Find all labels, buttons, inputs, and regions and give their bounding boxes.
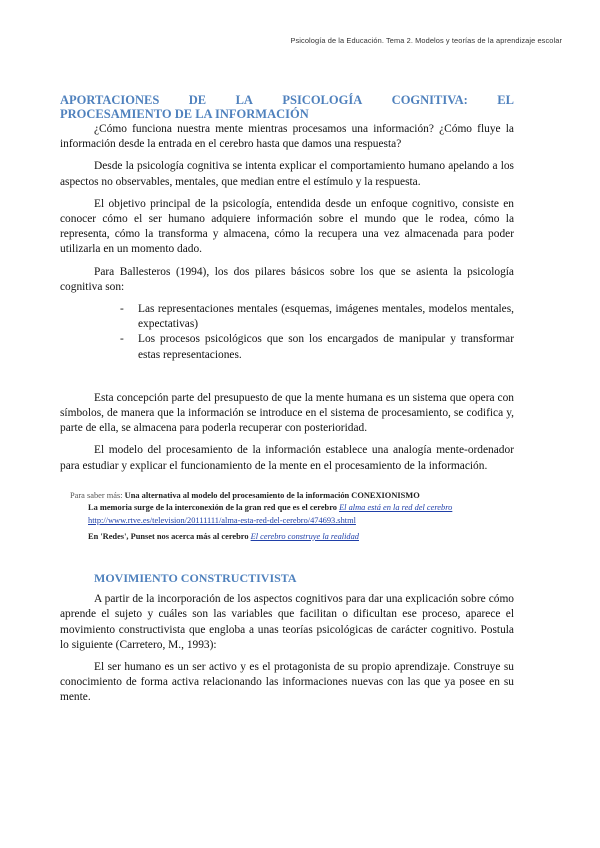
further-reading-line-redes — [70, 531, 514, 544]
paragraph-symbolic-system: Esta concepción parte del presupuesto de que la mente humana es un sistema que opera con símbolos, de manera que la información se introduce en el sistema de procesamiento, se codifica y, parte de ella, se almacena para poderla recuperar con posterioridad. — [60, 391, 514, 435]
heading-word: EL — [497, 93, 514, 107]
further-reading-line-memory — [70, 502, 514, 515]
heading-word: DE — [188, 93, 207, 107]
further-reading-label: Para saber más: — [70, 490, 123, 500]
document-body — [60, 93, 514, 713]
heading-word: COGNITIVA: — [391, 93, 468, 107]
section-heading-constructivista: MOVIMIENTO CONSTRUCTIVISTA — [94, 571, 297, 586]
further-reading-title: Una alternativa al modelo del procesamiento de la información CONEXIONISMO — [124, 490, 420, 500]
running-header: Psicología de la Educación. Tema 2. Modelos y teorías de la aprendizaje escolar — [290, 36, 562, 45]
paragraph-active-learner: El ser humano es un ser activo y es el protagonista de su propio aprendizaje. Construye su conocimiento de forma activa relacionando las informaciones nuevas con las que ya posee en su mente. — [60, 661, 514, 704]
heading-word: PSICOLOGÍA — [282, 93, 363, 107]
heading-line-1 — [60, 93, 514, 107]
paragraph-cognitive-psychology: Desde la psicología cognitiva se intenta explicar el comportamiento humano apelando a los aspectos no observables, mentales, que median entre el estímulo y la respuesta. — [60, 160, 514, 188]
cerebro-realidad-link[interactable]: El cerebro construye la realidad — [250, 531, 359, 541]
further-reading-box — [70, 490, 514, 543]
pillars-list — [60, 302, 514, 363]
memory-text: La memoria surge de la interconexión de la gran red que es el cerebro — [88, 503, 337, 513]
heading-line-2: PROCESAMIENTO DE LA INFORMACIÓN — [60, 107, 309, 121]
alma-red-link[interactable]: El alma está en la red del cerebro — [339, 503, 453, 513]
section-heading-cognitiva — [60, 93, 514, 121]
spacer — [60, 369, 514, 391]
heading-word: APORTACIONES — [60, 93, 160, 107]
redes-text: En 'Redes', Punset nos acerca más al cerebro — [88, 531, 249, 541]
paragraph-constructivism: A partir de la incorporación de los aspectos cognitivos para dar una explicación sobre cómo aprende el sujeto y cuáles son las variables que facilitan o dificultan ese proceso, aparece el movimiento constructivista que engloba a unas teorías psicológicas de carácter cognitivo. Postula lo siguiente (Carretero, M., 1993): — [60, 593, 514, 651]
paragraph-ballesteros: Para Ballesteros (1994), los dos pilares básicos sobre los que se asienta la psicología cognitiva son: — [60, 265, 514, 293]
paragraph-main-objective: El objetivo principal de la psicología, entendida desde un enfoque cognitivo, consiste en conocer cómo el ser humano adquiere información sobre el mundo que le rodea, cómo la representa, cómo la transforma y almacena, cómo la recupera una vez almacenada para poder utilizarla en un momento dado. — [60, 197, 514, 256]
paragraph-intro-question: ¿Cómo funciona nuestra mente mientras procesamos una información? ¿Cómo fluye la información desde la entrada en el cerebro hasta que damos una respuesta? — [60, 123, 514, 151]
further-reading-title-row — [70, 490, 514, 503]
rtve-url-link[interactable]: http://www.rtve.es/television/20111111/alma-esta-red-del-cerebro/474693.shtml — [88, 516, 356, 526]
heading-word: LA — [235, 93, 253, 107]
paragraph-mind-computer-analogy: El modelo del procesamiento de la información establece una analogía mente-ordenador para estudiar y explicar el funcionamiento de la mente en el procesamiento de la información. — [60, 444, 514, 472]
further-reading-url-row — [70, 515, 514, 528]
list-item: - Los procesos psicológicos que son los encargados de manipular y transformar estas representaciones. — [138, 332, 514, 362]
list-item: - Las representaciones mentales (esquemas, imágenes mentales, modelos mentales, expectativas) — [138, 302, 514, 332]
